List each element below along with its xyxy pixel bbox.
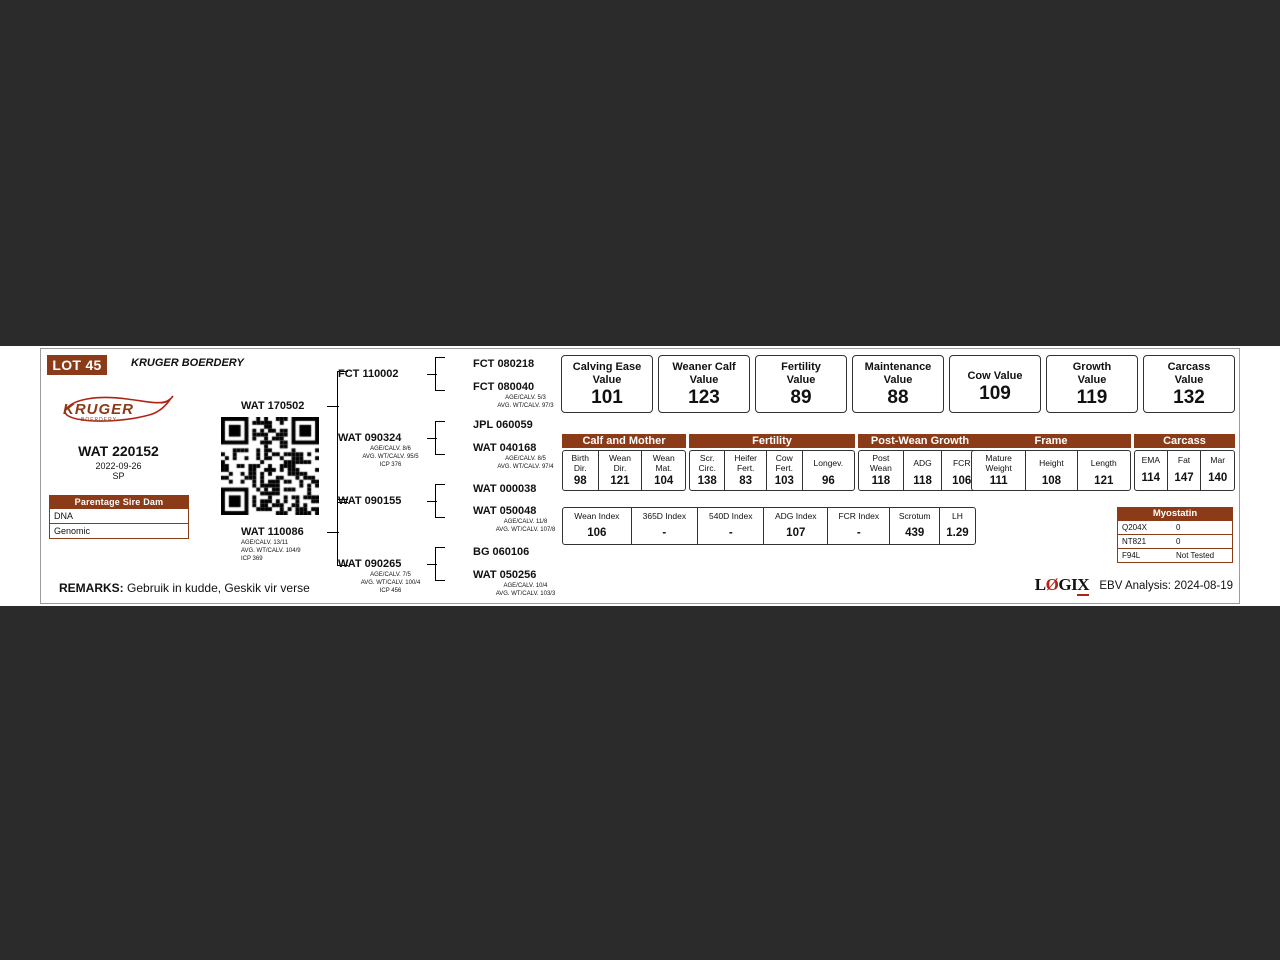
trait-value-longev: 96: [821, 475, 835, 487]
qr-code[interactable]: [221, 417, 319, 515]
trait-table-calf-mother: [562, 450, 686, 491]
trait-label-ema: EMA: [1135, 451, 1167, 469]
group-bar-post-wean: Post-Wean Growth: [858, 434, 982, 448]
index-label-wean: Wean Index: [563, 508, 631, 524]
myostatin-key-nt821: NT821: [1122, 537, 1147, 546]
catalogue-sheet: [40, 348, 1240, 604]
parentage-header: Parentage Sire Dam: [49, 495, 189, 509]
pedigree-g3-8-stats: AGE/CALV. 10/4 AVG. WT/CALV. 103/3: [495, 583, 556, 597]
parentage-row-genomic: Genomic: [49, 524, 189, 539]
myostatin-box: [1117, 507, 1233, 563]
index-label-540d: 540D Index: [698, 508, 764, 524]
index-value-365d: -: [631, 524, 697, 544]
tick-sire: [327, 406, 339, 407]
trait-value-heifer-fert: 83: [725, 474, 766, 490]
pedigree-g2-4: WAT 090265: [338, 558, 402, 570]
parentage-box: [49, 495, 189, 539]
pedigree-g3-4-stats: AGE/CALV. 8/5 AVG. WT/CALV. 97/4: [497, 456, 554, 470]
myostatin-value-nt821: 0: [1176, 537, 1181, 546]
index-value-wean: 106: [563, 524, 631, 544]
tick-g2-1: [427, 374, 437, 375]
myostatin-row-nt821: [1117, 535, 1233, 549]
value-box-fertility: Fertility Value 89: [755, 355, 847, 413]
value-box-value-5: 109: [979, 383, 1011, 404]
kruger-logo: [57, 391, 177, 431]
ebv-analysis-date: EBV Analysis: 2024-08-19: [1099, 580, 1233, 592]
value-box-cow: Cow Value 109: [949, 355, 1041, 413]
pedigree-g2-2: WAT 090324: [338, 432, 402, 444]
trait-label-adg: ADG: [903, 451, 942, 474]
trait-value-cow-fert: 103: [766, 474, 802, 490]
index-label-365d: 365D Index: [631, 508, 697, 524]
index-value-540d: -: [698, 524, 764, 544]
pedigree-g3-8: WAT 050256: [473, 569, 537, 581]
myostatin-value-f94l: Not Tested: [1176, 551, 1215, 560]
value-box-value-2: 123: [688, 387, 720, 408]
pedigree-g2-2-stats: AGE/CALV. 8/6 AVG. WT/CALV. 95/5 ICP 376: [362, 446, 419, 468]
trait-value-fat: 147: [1167, 469, 1201, 490]
index-value-fcr: -: [828, 524, 890, 544]
trait-label-scr-circ: Scr. Circ.: [690, 451, 725, 474]
trait-label-length: Length: [1090, 457, 1117, 468]
trait-label-heifer-fert: Heifer Fert.: [725, 451, 766, 474]
pedigree-g3-1: FCT 080218: [473, 358, 535, 370]
trait-value-ema: 114: [1135, 469, 1167, 490]
trait-label-longev: Longev.: [813, 457, 844, 468]
pedigree-g2-1: FCT 110002: [338, 368, 399, 380]
trait-value-birth-dir: 98: [563, 474, 598, 490]
value-box-value-3: 89: [790, 387, 812, 408]
value-box-value-1: 101: [591, 387, 623, 408]
animal-id: WAT 220152: [78, 443, 159, 459]
index-label-lh: LH: [952, 511, 963, 522]
trait-label-height: Height: [1026, 451, 1077, 474]
pedigree-g3-7: BG 060106: [473, 546, 530, 558]
tick-g2-3: [427, 501, 437, 502]
trait-value-wean-dir: 121: [598, 474, 642, 490]
trait-label-post-wean: Post Wean: [859, 451, 903, 474]
trait-label-birth-dir: Birth Dir.: [563, 451, 598, 474]
remarks: [59, 581, 310, 595]
tick-g2-2: [427, 438, 437, 439]
trait-value-fcr: 106: [952, 475, 972, 487]
trait-value-mar: 140: [1208, 472, 1228, 485]
pedigree-g3-6-stats: AGE/CALV. 11/8 AVG. WT/CALV. 107/8: [495, 519, 556, 533]
tick-g2-4: [427, 564, 437, 565]
pedigree-g2-3: WAT 090155: [338, 495, 402, 507]
value-box-value-7: 132: [1173, 387, 1205, 408]
pedigree-g3-2-stats: AGE/CALV. 5/3 AVG. WT/CALV. 97/3: [497, 395, 554, 409]
trait-table-carcass: [1134, 450, 1235, 491]
trait-label-mature-weight: Mature Weight: [972, 451, 1026, 474]
value-box-weaner-calf: Weaner Calf Value 123: [658, 355, 750, 413]
tick-dam: [327, 532, 339, 533]
logo-wordmark: KRUGER: [63, 401, 135, 418]
value-box-carcass: Carcass Value 132: [1143, 355, 1235, 413]
trait-value-mature-weight: 111: [972, 474, 1026, 490]
trait-value-wean-mat: 104: [654, 475, 674, 487]
trait-label-fcr: FCR: [952, 457, 971, 468]
trait-table-post-wean: [858, 450, 982, 491]
pedigree-dam: WAT 110086: [241, 526, 304, 538]
pedigree-g3-5: WAT 000038: [473, 483, 537, 495]
logix-logo: LØGIX: [1034, 575, 1089, 594]
trait-label-mar: Mar: [1210, 455, 1226, 466]
value-box-growth: Growth Value 119: [1046, 355, 1138, 413]
animal-birthdate: 2022-09-26: [95, 461, 142, 471]
trait-table-fertility: [689, 450, 855, 491]
animal-status: SP: [112, 471, 125, 481]
value-box-label-1: Calving Ease: [572, 361, 642, 373]
value-box-maintenance: Maintenance Value 88: [852, 355, 944, 413]
pedigree-dam-stats: AGE/CALV. 13/11 AVG. WT/CALV. 104/9 ICP 369: [241, 540, 301, 562]
myostatin-key-f94l: F94L: [1122, 551, 1141, 560]
group-bar-calf-mother: Calf and Mother: [562, 434, 686, 448]
value-box-value-6: 119: [1076, 387, 1108, 408]
index-label-adg: ADG Index: [764, 508, 828, 524]
myostatin-key-q204x: Q204X: [1122, 523, 1147, 532]
value-box-calving-ease: Calving Ease Value 101: [561, 355, 653, 413]
group-bar-frame: Frame: [971, 434, 1131, 448]
myostatin-value-q204x: 0: [1176, 523, 1181, 532]
pedigree-g3-6: WAT 050048: [473, 505, 537, 517]
lot-badge: LOT 45: [47, 355, 107, 375]
index-label-fcr: FCR Index: [828, 508, 890, 524]
trait-label-fat: Fat: [1167, 451, 1201, 469]
trait-label-cow-fert: Cow Fert.: [766, 451, 802, 474]
index-value-scrotum: 439: [890, 524, 940, 544]
index-label-scrotum: Scrotum: [890, 508, 940, 524]
index-value-lh: 1.29: [946, 527, 969, 540]
pedigree-sire: WAT 170502: [241, 400, 305, 412]
trait-label-wean-mat: Wean Mat.: [652, 453, 675, 473]
trait-value-scr-circ: 138: [690, 474, 725, 490]
pedigree-g3-3: JPL 060059: [473, 419, 533, 431]
trait-table-frame: [971, 450, 1131, 491]
pedigree-g2-4-stats: AGE/CALV. 7/5 AVG. WT/CALV. 100/4 ICP 456: [360, 572, 421, 594]
group-bar-fertility: Fertility: [689, 434, 855, 448]
myostatin-row-f94l: [1117, 549, 1233, 563]
parentage-row-dna: DNA: [49, 509, 189, 524]
pedigree-g3-2: FCT 080040: [473, 381, 535, 393]
index-value-adg: 107: [764, 524, 828, 544]
logo-subtext: BOERDERY: [81, 417, 117, 423]
remarks-label: REMARKS:: [59, 581, 124, 595]
remarks-text: Gebruik in kudde, Geskik vir verse: [127, 581, 310, 595]
myostatin-row-q204x: [1117, 521, 1233, 535]
pedigree-g3-4: WAT 040168: [473, 442, 537, 454]
trait-value-height: 108: [1026, 474, 1077, 490]
breeder-name: KRUGER BOERDERY: [131, 357, 244, 369]
group-bar-carcass: Carcass: [1134, 434, 1235, 448]
myostatin-header: Myostatin: [1117, 507, 1233, 521]
index-table: [562, 507, 976, 545]
trait-value-length: 121: [1094, 475, 1114, 487]
trait-value-adg: 118: [903, 474, 942, 490]
trait-label-wean-dir: Wean Dir.: [598, 451, 642, 474]
trait-value-post-wean: 118: [859, 474, 903, 490]
value-box-value-4: 88: [887, 387, 909, 408]
